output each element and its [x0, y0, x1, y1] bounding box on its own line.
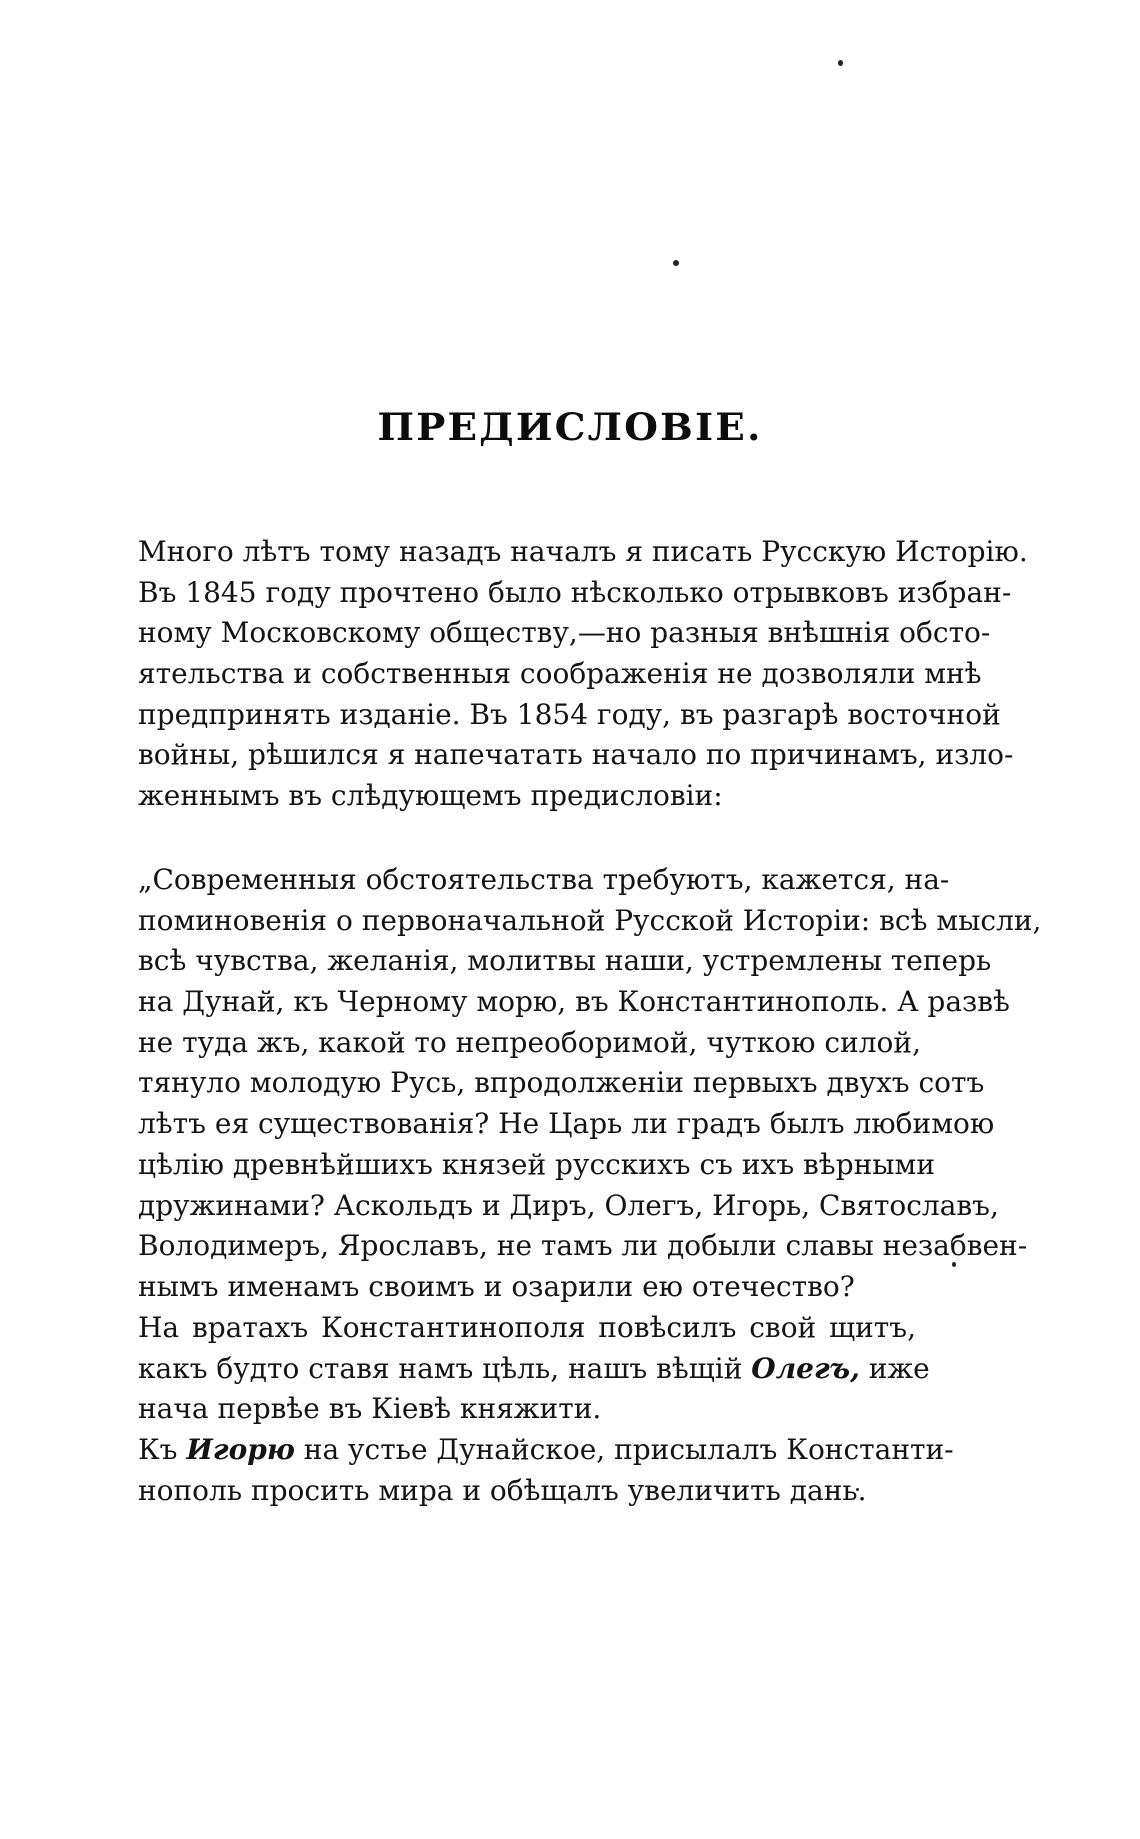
page-title: ПРЕДИСЛОВІЕ. [377, 405, 763, 449]
text-line: лѣтъ ея существованія? Не Царь ли градъ былъ любимою [138, 1107, 995, 1141]
speck-mark [673, 260, 679, 266]
italic-name-igor: Игорю [186, 1433, 295, 1466]
text-line: Володимеръ, Ярославъ, не тамъ ли добыли славы незабвен- [138, 1229, 1028, 1263]
text-line: ятельства и собственныя соображенія не дозволяли мнѣ [138, 657, 982, 691]
speck-mark [952, 1262, 956, 1267]
text-line: женнымъ въ слѣдующемъ предисловіи: [138, 779, 723, 813]
text-line: Въ 1845 году прочтено было нѣсколько отрывковъ избран- [138, 575, 1012, 609]
text-line: ному Московскому обществу,—но разныя внѣшнія обсто- [138, 616, 991, 650]
text-line [138, 1430, 954, 1471]
text-line: предпринять изданіе. Въ 1854 году, въ разгарѣ восточной [138, 697, 1001, 731]
italic-name-oleg: Олегъ, [751, 1351, 860, 1385]
text-line: Много лѣтъ тому назадъ началъ я писать Русскую Исторію. [138, 535, 1028, 568]
text-line: На вратахъ Константинополя повѣсилъ свой щитъ, [138, 1311, 916, 1344]
text-run: иже [859, 1351, 930, 1385]
text-line: войны, рѣшился я напечатать начало по причинамъ, изло- [138, 738, 1014, 772]
text-run: Къ [138, 1433, 187, 1466]
text-line: цѣлію древнѣйшихъ князей русскихъ съ ихъ вѣрными [138, 1147, 936, 1181]
speck-mark [838, 60, 843, 66]
text-run: на устье Дунайское, присылалъ Константи- [294, 1433, 954, 1466]
text-line: нача первѣе въ Кіевѣ княжити. [138, 1392, 602, 1426]
paragraph-igor [138, 1430, 954, 1511]
paragraph-oleg [138, 1308, 930, 1430]
text-line: не туда жъ, какой то непреоборимой, чуткою силой, [138, 1025, 921, 1059]
text-line: дружинами? Аскольдъ и Диръ, Олегъ, Игорь, Святославъ, [138, 1188, 999, 1222]
text-line: нополь просить мира и обѣщалъ увеличить дань. [138, 1473, 867, 1507]
text-line [138, 1349, 930, 1390]
text-line: на Дунай, къ Черному морю, въ Константинополь. А развѣ [138, 985, 1010, 1019]
text-line: тянуло молодую Русь, впродолженіи первыхъ двухъ сотъ [138, 1066, 985, 1100]
paragraph-intro [138, 532, 1028, 817]
text-run: какъ будто ставя намъ цѣль, нашъ вѣщій [138, 1351, 752, 1385]
text-line: нымъ именамъ своимъ и озарили ею отечество? [138, 1269, 855, 1303]
text-line: всѣ чувства, желанія, молитвы наши, устремлены теперь [138, 944, 992, 978]
text-line: поминовенія о первоначальной Русской Исторіи: всѣ мысли, [138, 903, 1042, 937]
paragraph-quote [138, 860, 1042, 1308]
text-line: „Современныя обстоятельства требуютъ, кажется, на- [138, 863, 950, 896]
